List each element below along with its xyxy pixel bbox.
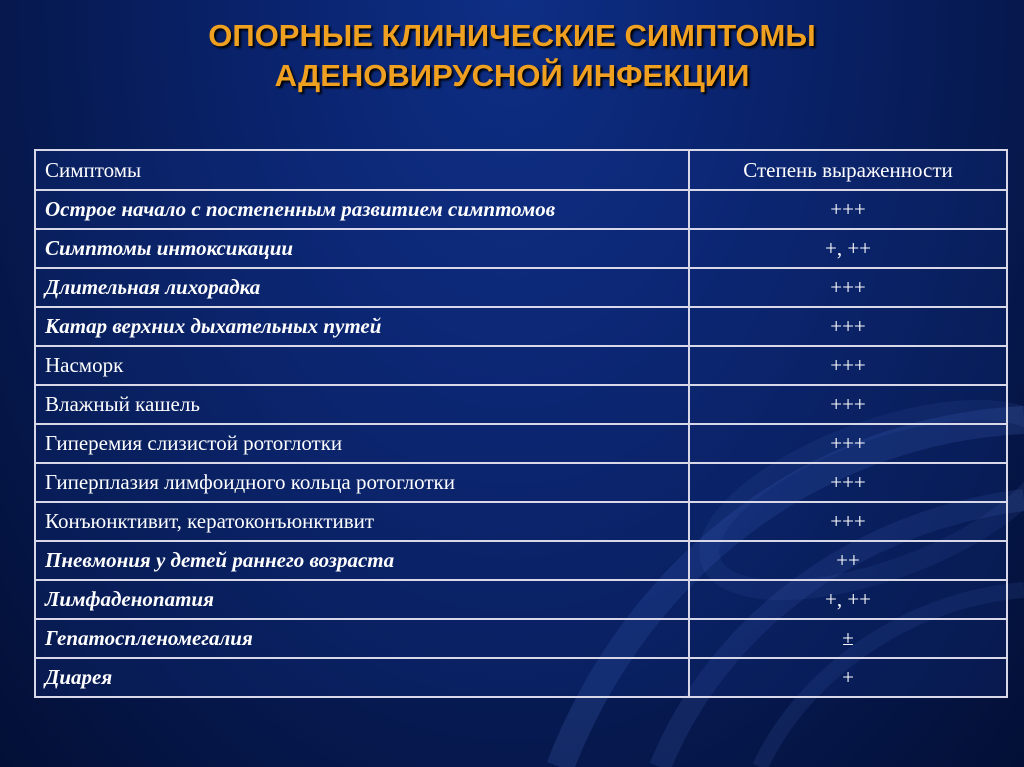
header-symptoms: Симптомы xyxy=(35,150,689,190)
symptom-cell: Влажный кашель xyxy=(35,385,689,424)
table-row xyxy=(35,190,1007,229)
table-row xyxy=(35,268,1007,307)
symptom-cell: Катар верхних дыхательных путей xyxy=(35,307,689,346)
symptom-cell: Насморк xyxy=(35,346,689,385)
table-row xyxy=(35,424,1007,463)
symptom-cell: Лимфаденопатия xyxy=(35,580,689,619)
table-row xyxy=(35,229,1007,268)
table-row xyxy=(35,658,1007,697)
header-severity: Степень выраженности xyxy=(689,150,1007,190)
symptom-cell: Диарея xyxy=(35,658,689,697)
symptom-cell: Острое начало с постепенным развитием симптомов xyxy=(35,190,689,229)
symptom-cell: Гепатоспленомегалия xyxy=(35,619,689,658)
symptom-cell: Симптомы интоксикации xyxy=(35,229,689,268)
symptom-cell: Гиперплазия лимфоидного кольца ротоглотки xyxy=(35,463,689,502)
severity-cell: +++ xyxy=(689,346,1007,385)
symptoms-table xyxy=(34,149,1008,698)
table-row xyxy=(35,463,1007,502)
slide-title-line-2: АДЕНОВИРУСНОЙ ИНФЕКЦИИ xyxy=(274,58,750,93)
table-row xyxy=(35,346,1007,385)
table-row xyxy=(35,580,1007,619)
severity-cell: +++ xyxy=(689,268,1007,307)
severity-cell: ± xyxy=(689,619,1007,658)
table-row xyxy=(35,307,1007,346)
severity-cell: +++ xyxy=(689,307,1007,346)
severity-cell: +, ++ xyxy=(689,580,1007,619)
table-row xyxy=(35,502,1007,541)
severity-cell: + xyxy=(689,658,1007,697)
symptom-cell: Пневмония у детей раннего возраста xyxy=(35,541,689,580)
table-header-row xyxy=(35,150,1007,190)
table-row xyxy=(35,541,1007,580)
symptom-cell: Конъюнктивит, кератоконъюнктивит xyxy=(35,502,689,541)
severity-cell: +++ xyxy=(689,424,1007,463)
severity-cell: +++ xyxy=(689,463,1007,502)
severity-cell: +++ xyxy=(689,190,1007,229)
symptom-cell: Гиперемия слизистой ротоглотки xyxy=(35,424,689,463)
slide-title xyxy=(0,16,1024,96)
slide-title-line-1: ОПОРНЫЕ КЛИНИЧЕСКИЕ СИМПТОМЫ xyxy=(208,18,816,53)
severity-cell: +++ xyxy=(689,502,1007,541)
severity-cell: +++ xyxy=(689,385,1007,424)
table-row xyxy=(35,385,1007,424)
severity-cell: ++ xyxy=(689,541,1007,580)
table-row xyxy=(35,619,1007,658)
symptom-cell: Длительная лихорадка xyxy=(35,268,689,307)
severity-cell: +, ++ xyxy=(689,229,1007,268)
